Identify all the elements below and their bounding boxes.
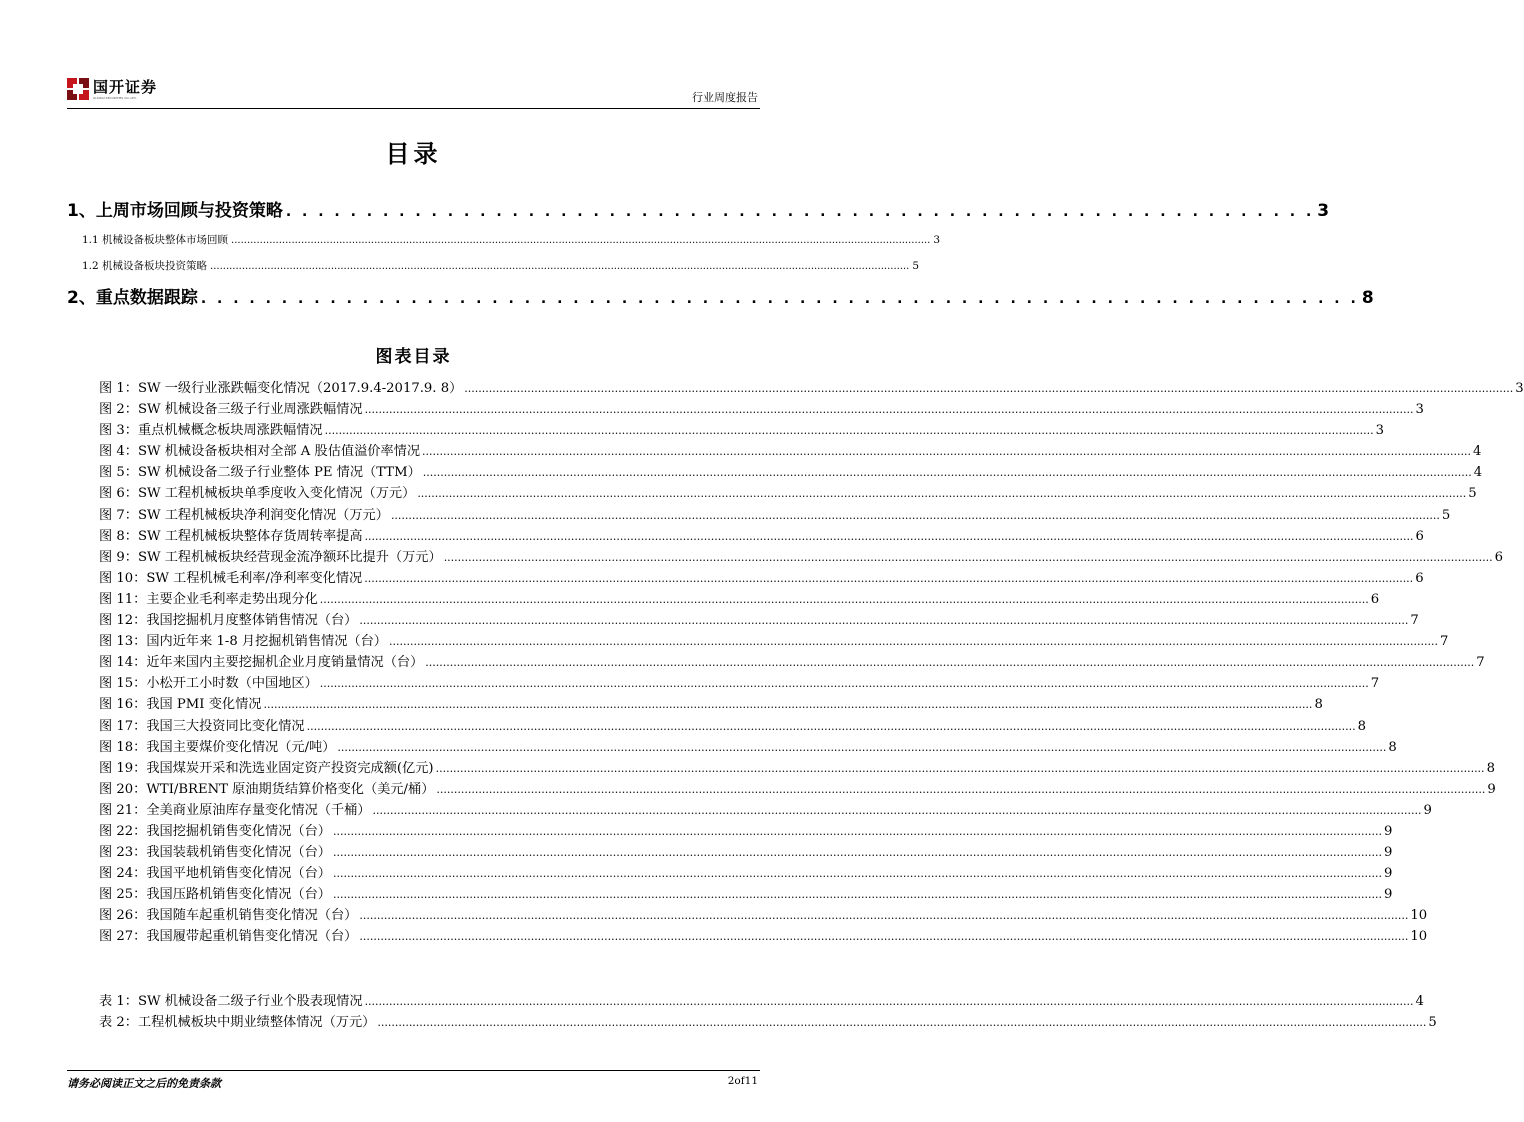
list-item-page: 4 — [1473, 444, 1482, 460]
list-item-page: 10 — [1410, 908, 1428, 924]
leader-dots: ............................................................................................................................................................................................................................................................................................................ — [337, 740, 1387, 754]
toc-entry-label: 1、上周市场回顾与投资策略 — [67, 201, 283, 221]
list-item-label: 图 22：我国挖掘机销售变化情况（台） — [99, 823, 331, 839]
list-item-page: 8 — [1357, 718, 1366, 734]
page-footer — [67, 1070, 760, 1091]
list-item-label: 图 25：我国压路机销售变化情况（台） — [99, 887, 331, 903]
list-item-page: 3 — [1415, 402, 1424, 418]
list-item-page: 9 — [1487, 781, 1496, 797]
list-item-page: 9 — [1423, 802, 1432, 818]
list-item-label: 表 2：工程机械板块中期业绩整体情况（万元） — [99, 1015, 376, 1031]
leader-dots: ............................................................................................................................................................................................................................................................................................................ — [422, 445, 1472, 459]
list-item-label: 图 21：全美商业原油库存量变化情况（千桶） — [99, 802, 371, 818]
leader-dots: ............................................................................................................................................................................................................................................................................................................ — [359, 909, 1409, 923]
leader-dots: ............................................................................................................................................................................................................................................................................................................ — [263, 698, 1313, 712]
list-item-label: 图 9：SW 工程机械板块经营现金流净额环比提升（万元） — [99, 549, 442, 565]
figure-list-item[interactable] — [99, 588, 1380, 609]
list-item-label: 图 27：我国履带起重机销售变化情况（台） — [99, 929, 358, 945]
list-item-page: 4 — [1415, 994, 1424, 1009]
list-item-label: 图 1：SW 一级行业涨跌幅变化情况（2017.9.4-2017.9. 8） — [99, 381, 463, 396]
report-type-label: 行业周度报告 — [692, 91, 758, 104]
figure-list-item[interactable] — [99, 525, 1424, 546]
list-item-label: 图 2：SW 机械设备三级子行业周涨跌幅情况 — [99, 402, 363, 418]
figures-list-title: 图表目录 — [375, 347, 452, 367]
list-item-label: 图 23：我国装载机销售变化情况（台） — [99, 845, 331, 861]
list-item-label: 图 3：重点机械概念板块周涨跌幅情况 — [99, 423, 323, 439]
figure-list-item[interactable] — [99, 630, 1449, 651]
figure-list-item[interactable] — [99, 440, 1482, 461]
leader-dots: ............................................................................................................................................................................................................................................................................................................ — [332, 846, 1382, 860]
toc-entry[interactable] — [82, 258, 920, 273]
list-item-page: 8 — [1486, 760, 1495, 776]
list-item-label: 图 12：我国挖掘机月度整体销售情况（台） — [99, 613, 358, 629]
figure-list-item[interactable] — [99, 904, 1428, 925]
leader-dots: ............................................................................................................................................................................................................................................................................................................ — [364, 571, 1414, 585]
toc-entry-page: 3 — [933, 234, 941, 246]
toc-entry[interactable] — [67, 283, 1374, 308]
list-item-page: 9 — [1383, 866, 1393, 882]
toc-entry-page: 3 — [1317, 201, 1330, 221]
leader-dots: ............................................................................................................................................................................................................................................................................................................ — [359, 614, 1409, 628]
leader-dots: ............................................................................................................................................................................................................................................................................................................ — [436, 782, 1486, 796]
logo-subtext: GUOKAI SECURITIES CO.,LTD. — [93, 95, 137, 100]
tables-list — [99, 990, 1437, 1032]
list-item-page: 10 — [1410, 929, 1428, 945]
disclaimer-text: 请务必阅读正文之后的免责条款 — [67, 1077, 221, 1090]
list-item-page: 9 — [1383, 887, 1393, 903]
list-item-page: 7 — [1410, 613, 1419, 629]
leader-dots: ............................................................................................................................................................................................................................................................................................................ — [319, 677, 1369, 691]
figure-list-item[interactable] — [99, 736, 1397, 757]
list-item-label: 图 17：我国三大投资同比变化情况 — [99, 718, 305, 734]
list-item-page: 6 — [1415, 570, 1424, 586]
list-item-label: 图 26：我国随车起重机销售变化情况（台） — [99, 908, 358, 924]
figure-list-item[interactable] — [99, 609, 1419, 630]
list-item-label: 图 18：我国主要煤价变化情况（元/吨） — [99, 739, 336, 755]
figure-list-item[interactable] — [99, 398, 1424, 419]
list-item-label: 图 13：国内近年来 1-8 月挖掘机销售情况（台） — [99, 634, 387, 650]
toc-leader-dots: . . . . . . . . . . . . . . . . . . . . . . . . . . . . . . . . . . . . . . . . . . . . . . . . . . . . . . . . . . . . . . . . — [285, 204, 1315, 220]
list-item-label: 图 20：WTI/BRENT 原油期货结算价格变化（美元/桶） — [99, 781, 435, 797]
figure-list-item[interactable] — [99, 693, 1323, 714]
list-item-label: 图 4：SW 机械设备板块相对全部 A 股估值溢价率情况 — [99, 444, 421, 460]
leader-dots: ............................................................................................................................................................................................................................................................................................................ — [422, 466, 1472, 480]
toc-entry[interactable] — [82, 232, 941, 247]
list-item-page: 8 — [1314, 697, 1323, 713]
figure-list-item[interactable] — [99, 567, 1424, 588]
figure-list-item[interactable] — [99, 651, 1485, 672]
figure-list-item[interactable] — [99, 883, 1393, 904]
company-logo — [67, 76, 163, 102]
list-item-label: 图 5：SW 机械设备二级子行业整体 PE 情况（TTM） — [99, 465, 421, 481]
figure-list-item[interactable] — [99, 778, 1496, 799]
leader-dots: ............................................................................................................................................................................................................................................................................................................ — [435, 761, 1485, 775]
list-item-label: 图 14：近年来国内主要挖掘机企业月度销量情况（台） — [99, 655, 424, 671]
list-item-page: 5 — [1428, 1015, 1437, 1031]
toc-entry[interactable] — [67, 196, 1330, 221]
list-item-page: 6 — [1370, 591, 1380, 607]
leader-dots: ............................................................................................................................................................................................................................................................................................................ — [324, 424, 1374, 438]
leader-dots: ............................................................................................................................................................................................................................................................................................................ — [319, 592, 1369, 606]
leader-dots: ............................................................................................................................................................................................................................................................................................................ — [364, 529, 1414, 543]
leader-dots: ............................................................................................................................................................................................................................................................................................................ — [425, 656, 1475, 670]
page-number: 2of11 — [727, 1075, 758, 1087]
toc-entry-label: 2、重点数据跟踪 — [67, 288, 198, 308]
figure-list-item[interactable] — [99, 715, 1366, 736]
list-item-label: 图 6：SW 工程机械板块单季度收入变化情况（万元） — [99, 486, 416, 502]
list-item-label: 图 19：我国煤炭开采和洗选业固定资产投资完成额(亿元) — [99, 760, 434, 776]
list-item-page: 3 — [1515, 381, 1524, 396]
table-list-item[interactable] — [99, 1011, 1437, 1032]
table-list-item[interactable] — [99, 990, 1424, 1011]
leader-dots: ............................................................................................................................................................................................................................................................................................................ — [306, 719, 1356, 733]
figure-list-item[interactable] — [99, 461, 1483, 482]
list-item-page: 3 — [1375, 423, 1384, 439]
leader-dots: ............................................................................................................................................................................................................................................................................................................ — [332, 867, 1382, 881]
logo-mark-icon — [67, 78, 89, 100]
list-item-page: 5 — [1468, 486, 1477, 502]
figure-list-item[interactable] — [99, 377, 1524, 398]
list-item-label: 图 16：我国 PMI 变化情况 — [99, 697, 262, 713]
leader-dots: ............................................................................................................................................................................................................................................................................................................ — [372, 803, 1422, 817]
list-item-label: 图 15：小松开工小时数（中国地区） — [99, 676, 318, 692]
list-item-page: 9 — [1383, 845, 1393, 861]
list-item-page: 5 — [1441, 507, 1451, 523]
page-header — [67, 72, 760, 109]
list-item-page: 4 — [1473, 465, 1483, 481]
leader-dots: ............................................................................................................................................................................................................................................................................................................ — [417, 487, 1467, 501]
list-item-label: 表 1：SW 机械设备二级子行业个股表现情况 — [99, 994, 363, 1009]
list-item-page: 8 — [1388, 739, 1397, 755]
toc-leader-dots: . . . . . . . . . . . . . . . . . . . . . . . . . . . . . . . . . . . . . . . . . . . . . . . . . . . . . . . . . . . . . . . . . . . . . . . . — [200, 291, 1359, 307]
toc-leader-dots: ............................................................................................................................................................................................................................ — [210, 261, 910, 272]
list-item-label: 图 10：SW 工程机械毛利率/净利率变化情况 — [99, 570, 363, 586]
toc-entry-page: 8 — [1361, 288, 1374, 308]
toc-entry-page: 5 — [912, 260, 920, 272]
list-item-label: 图 8：SW 工程机械板块整体存货周转率提高 — [99, 528, 363, 544]
figures-list — [99, 377, 1524, 947]
list-item-page: 6 — [1494, 549, 1504, 565]
figure-list-item[interactable] — [99, 841, 1393, 862]
figure-list-item[interactable] — [99, 672, 1380, 693]
leader-dots: ............................................................................................................................................................................................................................................................................................................ — [390, 508, 1440, 522]
list-item-label: 图 7：SW 工程机械板块净利润变化情况（万元） — [99, 507, 389, 523]
leader-dots: ............................................................................................................................................................................................................................................................................................................ — [364, 403, 1414, 417]
leader-dots: ............................................................................................................................................................................................................................................................................................................ — [364, 995, 1414, 1008]
figure-list-item[interactable] — [99, 925, 1428, 946]
figure-list-item[interactable] — [99, 419, 1384, 440]
list-item-label: 图 11：主要企业毛利率走势出现分化 — [99, 591, 318, 607]
toc-entry-label: 1.2 机械设备板块投资策略 — [82, 260, 208, 272]
toc-leader-dots: ............................................................................................................................................................................................................................ — [231, 235, 931, 246]
leader-dots: ............................................................................................................................................................................................................................................................................................................ — [359, 930, 1409, 944]
list-item-page: 7 — [1370, 676, 1380, 692]
page-title: 目录 — [385, 140, 442, 168]
leader-dots: ............................................................................................................................................................................................................................................................................................................ — [332, 824, 1382, 838]
list-item-page: 7 — [1439, 634, 1449, 650]
leader-dots: ............................................................................................................................................................................................................................................................................................................ — [388, 635, 1438, 649]
figure-list-item[interactable] — [99, 757, 1495, 778]
toc-entry-label: 1.1 机械设备板块整体市场回顾 — [82, 234, 229, 246]
leader-dots: ............................................................................................................................................................................................................................................................................................................ — [332, 888, 1382, 902]
figure-list-item[interactable] — [99, 504, 1451, 525]
leader-dots: ............................................................................................................................................................................................................................................................................................................ — [464, 382, 1514, 395]
leader-dots: ............................................................................................................................................................................................................................................................................................................ — [443, 550, 1493, 564]
list-item-label: 图 24：我国平地机销售变化情况（台） — [99, 866, 331, 882]
figure-list-item[interactable] — [99, 482, 1477, 503]
logo-text: 国开证券 — [93, 77, 158, 96]
figure-list-item[interactable] — [99, 862, 1393, 883]
leader-dots: ............................................................................................................................................................................................................................................................................................................ — [377, 1016, 1427, 1030]
figure-list-item[interactable] — [99, 546, 1504, 567]
figure-list-item[interactable] — [99, 799, 1432, 820]
figure-list-item[interactable] — [99, 820, 1393, 841]
list-item-page: 7 — [1476, 655, 1485, 671]
list-item-page: 9 — [1383, 823, 1393, 839]
list-item-page: 6 — [1415, 528, 1424, 544]
